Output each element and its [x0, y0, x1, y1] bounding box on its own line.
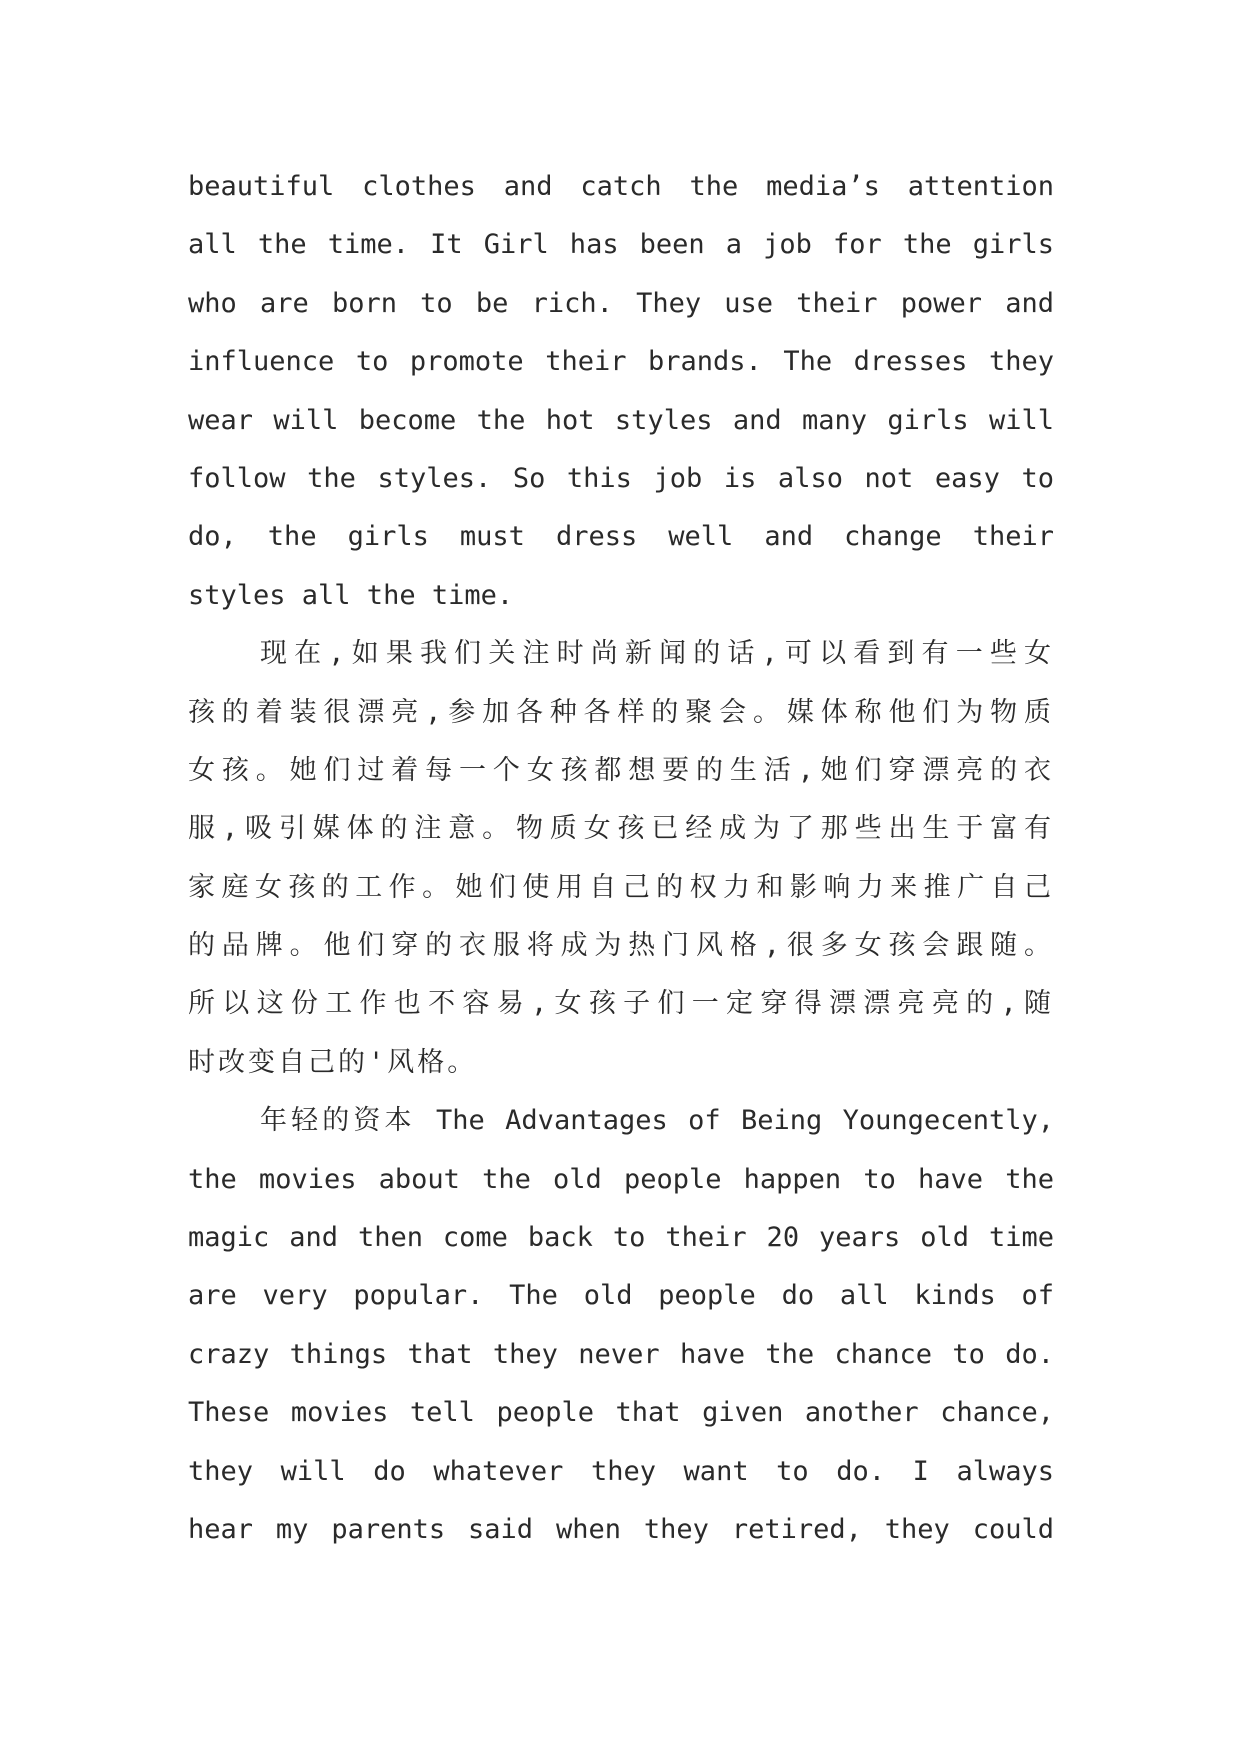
body-text [188, 158, 1054, 1559]
text-line: are very popular. The old people do all kinds of [188, 1280, 1054, 1312]
text-line: all the time. It Girl has been a job for the girls [188, 229, 1054, 261]
text-line: 年轻的资本 The Advantages of Being Youngecently, [260, 1105, 1054, 1137]
text-line: crazy things that they never have the chance to do. [188, 1338, 1054, 1370]
text-line: 现在,如果我们关注时尚新闻的话,可以看到有一些女 [260, 638, 1054, 670]
text-line: 的品牌。他们穿的衣服将成为热门风格,很多女孩会跟随。 [188, 930, 1054, 962]
text-line: follow the styles. So this job is also not easy to [188, 462, 1054, 494]
text-line: 孩的着装很漂亮,参加各种各样的聚会。媒体称他们为物质 [188, 696, 1054, 728]
text-line: do, the girls must dress well and change their [188, 521, 1054, 553]
text-line: hear my parents said when they retired, they could [188, 1513, 1054, 1545]
text-line: styles all the time. [188, 579, 514, 611]
text-line: 服,吸引媒体的注意。物质女孩已经成为了那些出生于富有 [188, 813, 1054, 845]
text-line: wear will become the hot styles and many girls will [188, 404, 1054, 436]
text-line: beautiful clothes and catch the media’s attention [188, 171, 1054, 202]
text-line: 所以这份工作也不容易,女孩子们一定穿得漂漂亮亮的,随 [188, 988, 1054, 1020]
text-line: 家庭女孩的工作。她们使用自己的权力和影响力来推广自己 [188, 871, 1054, 903]
text-line: These movies tell people that given another chance, [188, 1397, 1054, 1429]
text-line: 女孩。她们过着每一个女孩都想要的生活,她们穿漂亮的衣 [188, 754, 1054, 786]
text-line: they will do whatever they want to do. I always [188, 1455, 1054, 1487]
text-line: who are born to be rich. They use their power and [188, 287, 1054, 319]
text-line: influence to promote their brands. The dresses they [188, 346, 1054, 378]
text-line: 时改变自己的'风格。 [188, 1046, 478, 1078]
text-line: the movies about the old people happen to have the [188, 1163, 1054, 1195]
text-line: magic and then come back to their 20 years old time [188, 1222, 1054, 1254]
